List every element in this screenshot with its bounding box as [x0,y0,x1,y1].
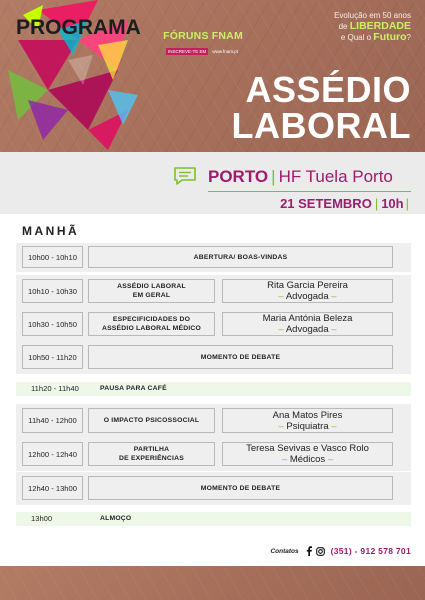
schedule-topic: ASSÉDIO LABORAL EM GERAL [88,279,215,303]
schedule-topic: MOMENTO DE DEBATE [88,476,393,500]
schedule-time: 10h50 - 11h20 [22,345,83,369]
schedule-row-break [16,512,411,526]
tagline-de: de [338,22,348,31]
title-line1: ASSÉDIO [245,69,411,110]
schedule-time: 10h00 - 10h10 [22,246,83,268]
schedule-time: 12h00 - 12h40 [22,442,83,466]
contact-phone[interactable]: (351) - 912 578 701 [330,546,411,556]
schedule-speaker [222,279,393,303]
schedule-time: 11h40 - 12h00 [22,408,83,433]
forum-url-link[interactable]: www.fnam.pt [212,48,239,54]
contacts-label: Contatos [270,547,299,555]
programa-title: PROGRAMA [16,16,141,39]
tagline-question: ? [406,33,411,42]
tagline-liberdade: LIBERDADE [349,20,411,32]
schedule-time: 10h30 - 10h50 [22,312,83,336]
schedule-topic: PAUSA PARA CAFÉ [100,385,167,392]
speaker-name: Maria Antónia Beleza [262,313,353,324]
location-line [208,167,393,187]
chat-bubble-icon [173,166,197,186]
schedule-row [16,308,411,341]
tagline [334,10,411,43]
date-separator: | [374,196,379,211]
date-line [280,196,409,211]
forum-subscribe-label: INSCREVE-TE EM [167,48,207,54]
schedule-topic: MOMENTO DE DEBATE [88,345,393,369]
event-date: 21 SETEMBRO [280,196,372,211]
schedule-row [16,341,411,374]
schedule-speaker [222,408,393,433]
schedule-row [16,438,411,471]
location-rule [208,191,411,192]
speaker-name: Ana Matos Pires [272,409,343,421]
schedule-row [16,472,411,505]
schedule-row [16,404,411,438]
section-label: MANHÃ [22,224,80,238]
schedule-topic: ABERTURA/ BOAS-VINDAS [88,246,393,268]
tagline-line3 [334,32,411,43]
facebook-icon[interactable] [305,546,313,556]
location-separator: | [271,167,276,186]
schedule-time: 11h20 - 11h40 [31,384,79,393]
schedule-row [16,243,411,272]
contacts [270,546,411,556]
schedule-topic: O IMPACTO PSICOSSOCIAL [88,408,215,433]
venue-name: HF Tuela Porto [278,167,393,186]
schedule-topic: ALMOÇO [100,515,132,522]
tagline-e-qual-o: e Qual o [340,33,372,42]
forum-title: FÓRUNS FNAM [163,30,243,42]
footer-band [0,566,425,600]
schedule-speaker [222,312,393,336]
tagline-line1: Evolução em 50 anos [334,11,411,20]
title-line2: LABORAL [231,105,411,146]
page-title [231,69,411,146]
schedule-row [16,275,411,308]
city-name: PORTO [208,167,269,186]
speaker-role: – Psiquiatra – [278,421,336,432]
event-time: 10h [381,196,404,211]
forum-subscribe [158,47,248,55]
speaker-role: – Advogada – [278,324,336,335]
schedule-topic: PARTILHA DE EXPERIÊNCIAS [88,442,215,466]
speaker-name: Rita Garcia Pereira [267,280,348,291]
schedule-speaker [222,442,393,466]
speaker-name: Teresa Sevivas e Vasco Rolo [246,443,369,454]
speaker-role: – Advogada – [278,291,336,302]
schedule-time: 12h40 - 13h00 [22,476,83,500]
date-end-separator: | [405,196,409,211]
schedule-topic: ESPECIFICIDADES DO ASSÉDIO LABORAL MÉDICO [88,312,215,336]
schedule-time: 10h10 - 10h30 [22,279,83,303]
speaker-role: – Médicos – [282,454,333,465]
instagram-icon[interactable] [316,547,325,556]
tagline-futuro: Futuro [373,31,407,43]
schedule-time: 13h00 [31,514,53,523]
